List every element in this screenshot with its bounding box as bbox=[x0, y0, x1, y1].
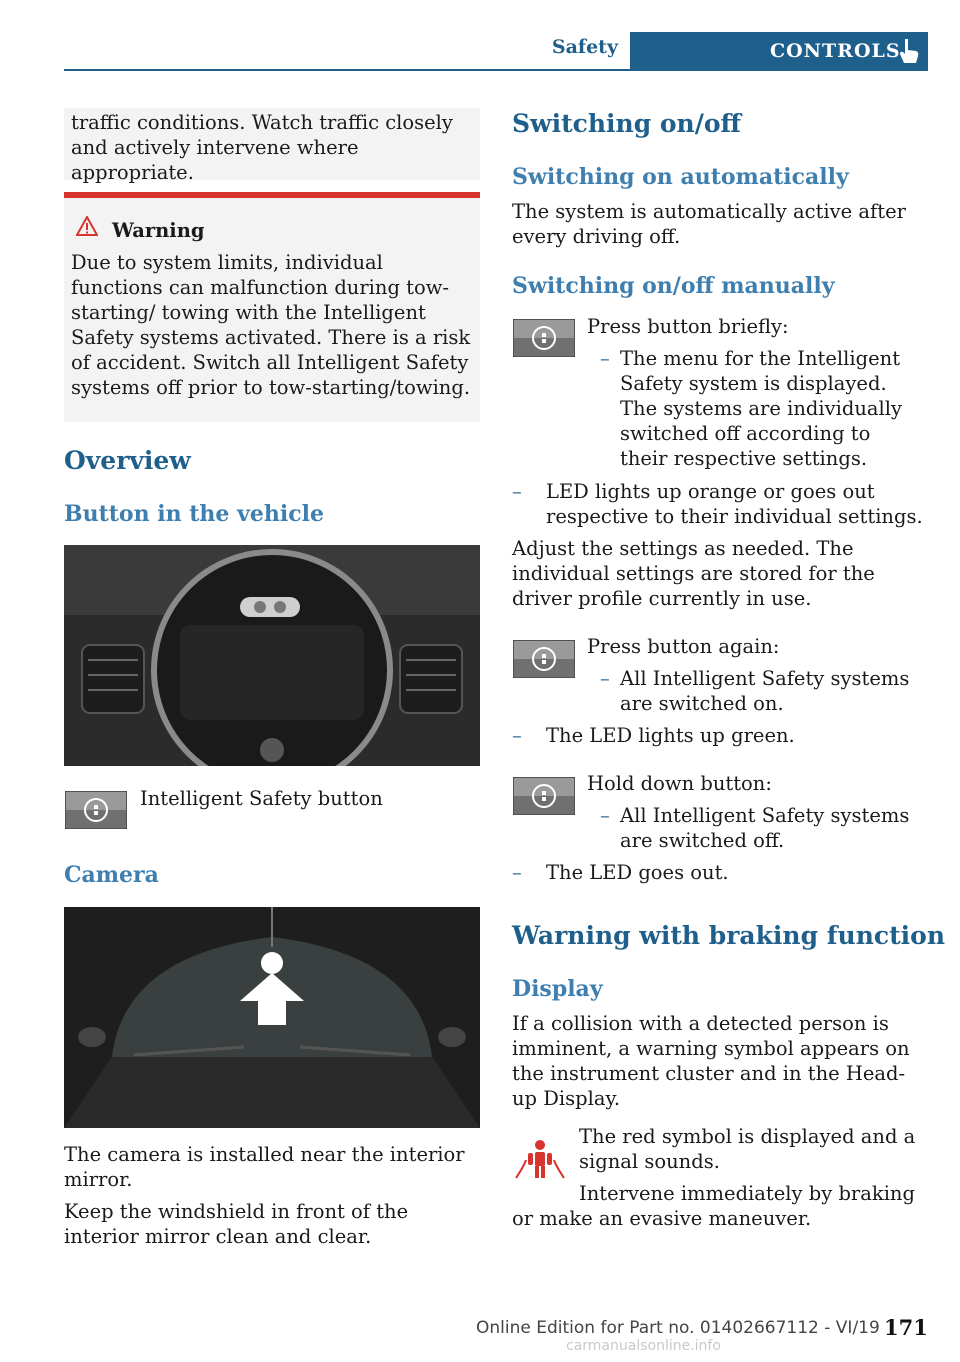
warning-text: Due to system limits, individual functions can malfunction during tow-starting/ towing with the Intelligent Safety systems activated. There is a risk of accident. Switch all Intelligent Safety systems off prior to tow-starting/towing. bbox=[71, 251, 471, 399]
warning-triangle-icon bbox=[76, 216, 98, 236]
overview-heading: Overview bbox=[64, 446, 191, 475]
windshield-camera-photo bbox=[64, 907, 480, 1128]
list-item bbox=[600, 346, 922, 471]
switching-heading: Switching on/off bbox=[512, 109, 742, 138]
continued-note-text: traffic conditions. Watch traffic closely and actively intervene where appropriate. bbox=[71, 111, 453, 184]
pedestrian-warning-icon bbox=[514, 1138, 566, 1182]
camera-heading: Camera bbox=[64, 862, 159, 888]
dashboard-photo bbox=[64, 545, 480, 766]
red-symbol-text: The red symbol is displayed and a signal sounds. bbox=[579, 1125, 916, 1173]
dash-bullet: – bbox=[512, 861, 522, 884]
dash-bullet: – bbox=[600, 347, 610, 370]
intelligent-safety-button-icon bbox=[513, 777, 575, 815]
display-heading: Display bbox=[512, 976, 603, 1002]
list-item bbox=[600, 803, 922, 853]
edition-footer: Online Edition for Part no. 01402667112 - VI/19 bbox=[476, 1318, 880, 1338]
warning-title: Warning bbox=[112, 219, 205, 242]
display-text: If a collision with a detected person is imminent, a warning symbol appears on the instrument cluster and in the Head-up Display. bbox=[512, 1012, 910, 1110]
list-item bbox=[512, 479, 928, 529]
list-item bbox=[512, 723, 928, 748]
dash-bullet: – bbox=[512, 480, 522, 503]
intelligent-safety-button-icon bbox=[513, 640, 575, 678]
list-item bbox=[512, 860, 928, 885]
camera-text-2: Keep the windshield in front of the interior mirror clean and clear. bbox=[64, 1200, 409, 1248]
switching-auto-heading: Switching on automatically bbox=[512, 164, 849, 190]
list-item-text: The menu for the Intelligent Safety system is displayed. The systems are individually switched off according to their respective settings. bbox=[620, 347, 903, 470]
switching-auto-text: The system is automatically active after every driving off. bbox=[512, 200, 906, 248]
list-item-text: LED lights up orange or goes out respective to their individual settings. bbox=[546, 480, 923, 528]
intelligent-safety-button-icon bbox=[65, 791, 127, 829]
adjust-settings-text: Adjust the settings as needed. The individual settings are stored for the driver profile currently in use. bbox=[512, 537, 875, 610]
dash-bullet: – bbox=[512, 724, 522, 747]
intervene-text: Intervene immediately by braking or make an evasive maneuver. bbox=[512, 1182, 915, 1230]
button-caption: Intelligent Safety button bbox=[140, 787, 383, 810]
hold-down-label: Hold down button: bbox=[587, 772, 772, 795]
press-briefly-label: Press button briefly: bbox=[587, 315, 789, 338]
header-chapter: CONTROLS bbox=[770, 40, 901, 62]
braking-warning-heading: Warning with braking function bbox=[512, 921, 946, 950]
header-section: Safety bbox=[551, 36, 618, 58]
list-item-text: All Intelligent Safety systems are switched off. bbox=[620, 804, 910, 852]
press-again-label: Press button again: bbox=[587, 635, 780, 658]
list-item-text: All Intelligent Safety systems are switched on. bbox=[620, 667, 910, 715]
list-item bbox=[600, 666, 922, 716]
button-vehicle-heading: Button in the vehicle bbox=[64, 501, 324, 527]
list-item-text: The LED lights up green. bbox=[546, 724, 795, 747]
watermark: carmanualsonline.info bbox=[566, 1338, 721, 1354]
dash-bullet: – bbox=[600, 667, 610, 690]
header-chapter-tab bbox=[630, 32, 928, 70]
dash-bullet: – bbox=[600, 804, 610, 827]
camera-text-1: The camera is installed near the interior mirror. bbox=[64, 1143, 465, 1191]
pointing-hand-icon bbox=[896, 37, 922, 65]
list-item-text: The LED goes out. bbox=[546, 861, 729, 884]
intelligent-safety-button-icon bbox=[513, 319, 575, 357]
page-number: 171 bbox=[884, 1315, 928, 1340]
switching-manual-heading: Switching on/off manually bbox=[512, 273, 835, 299]
